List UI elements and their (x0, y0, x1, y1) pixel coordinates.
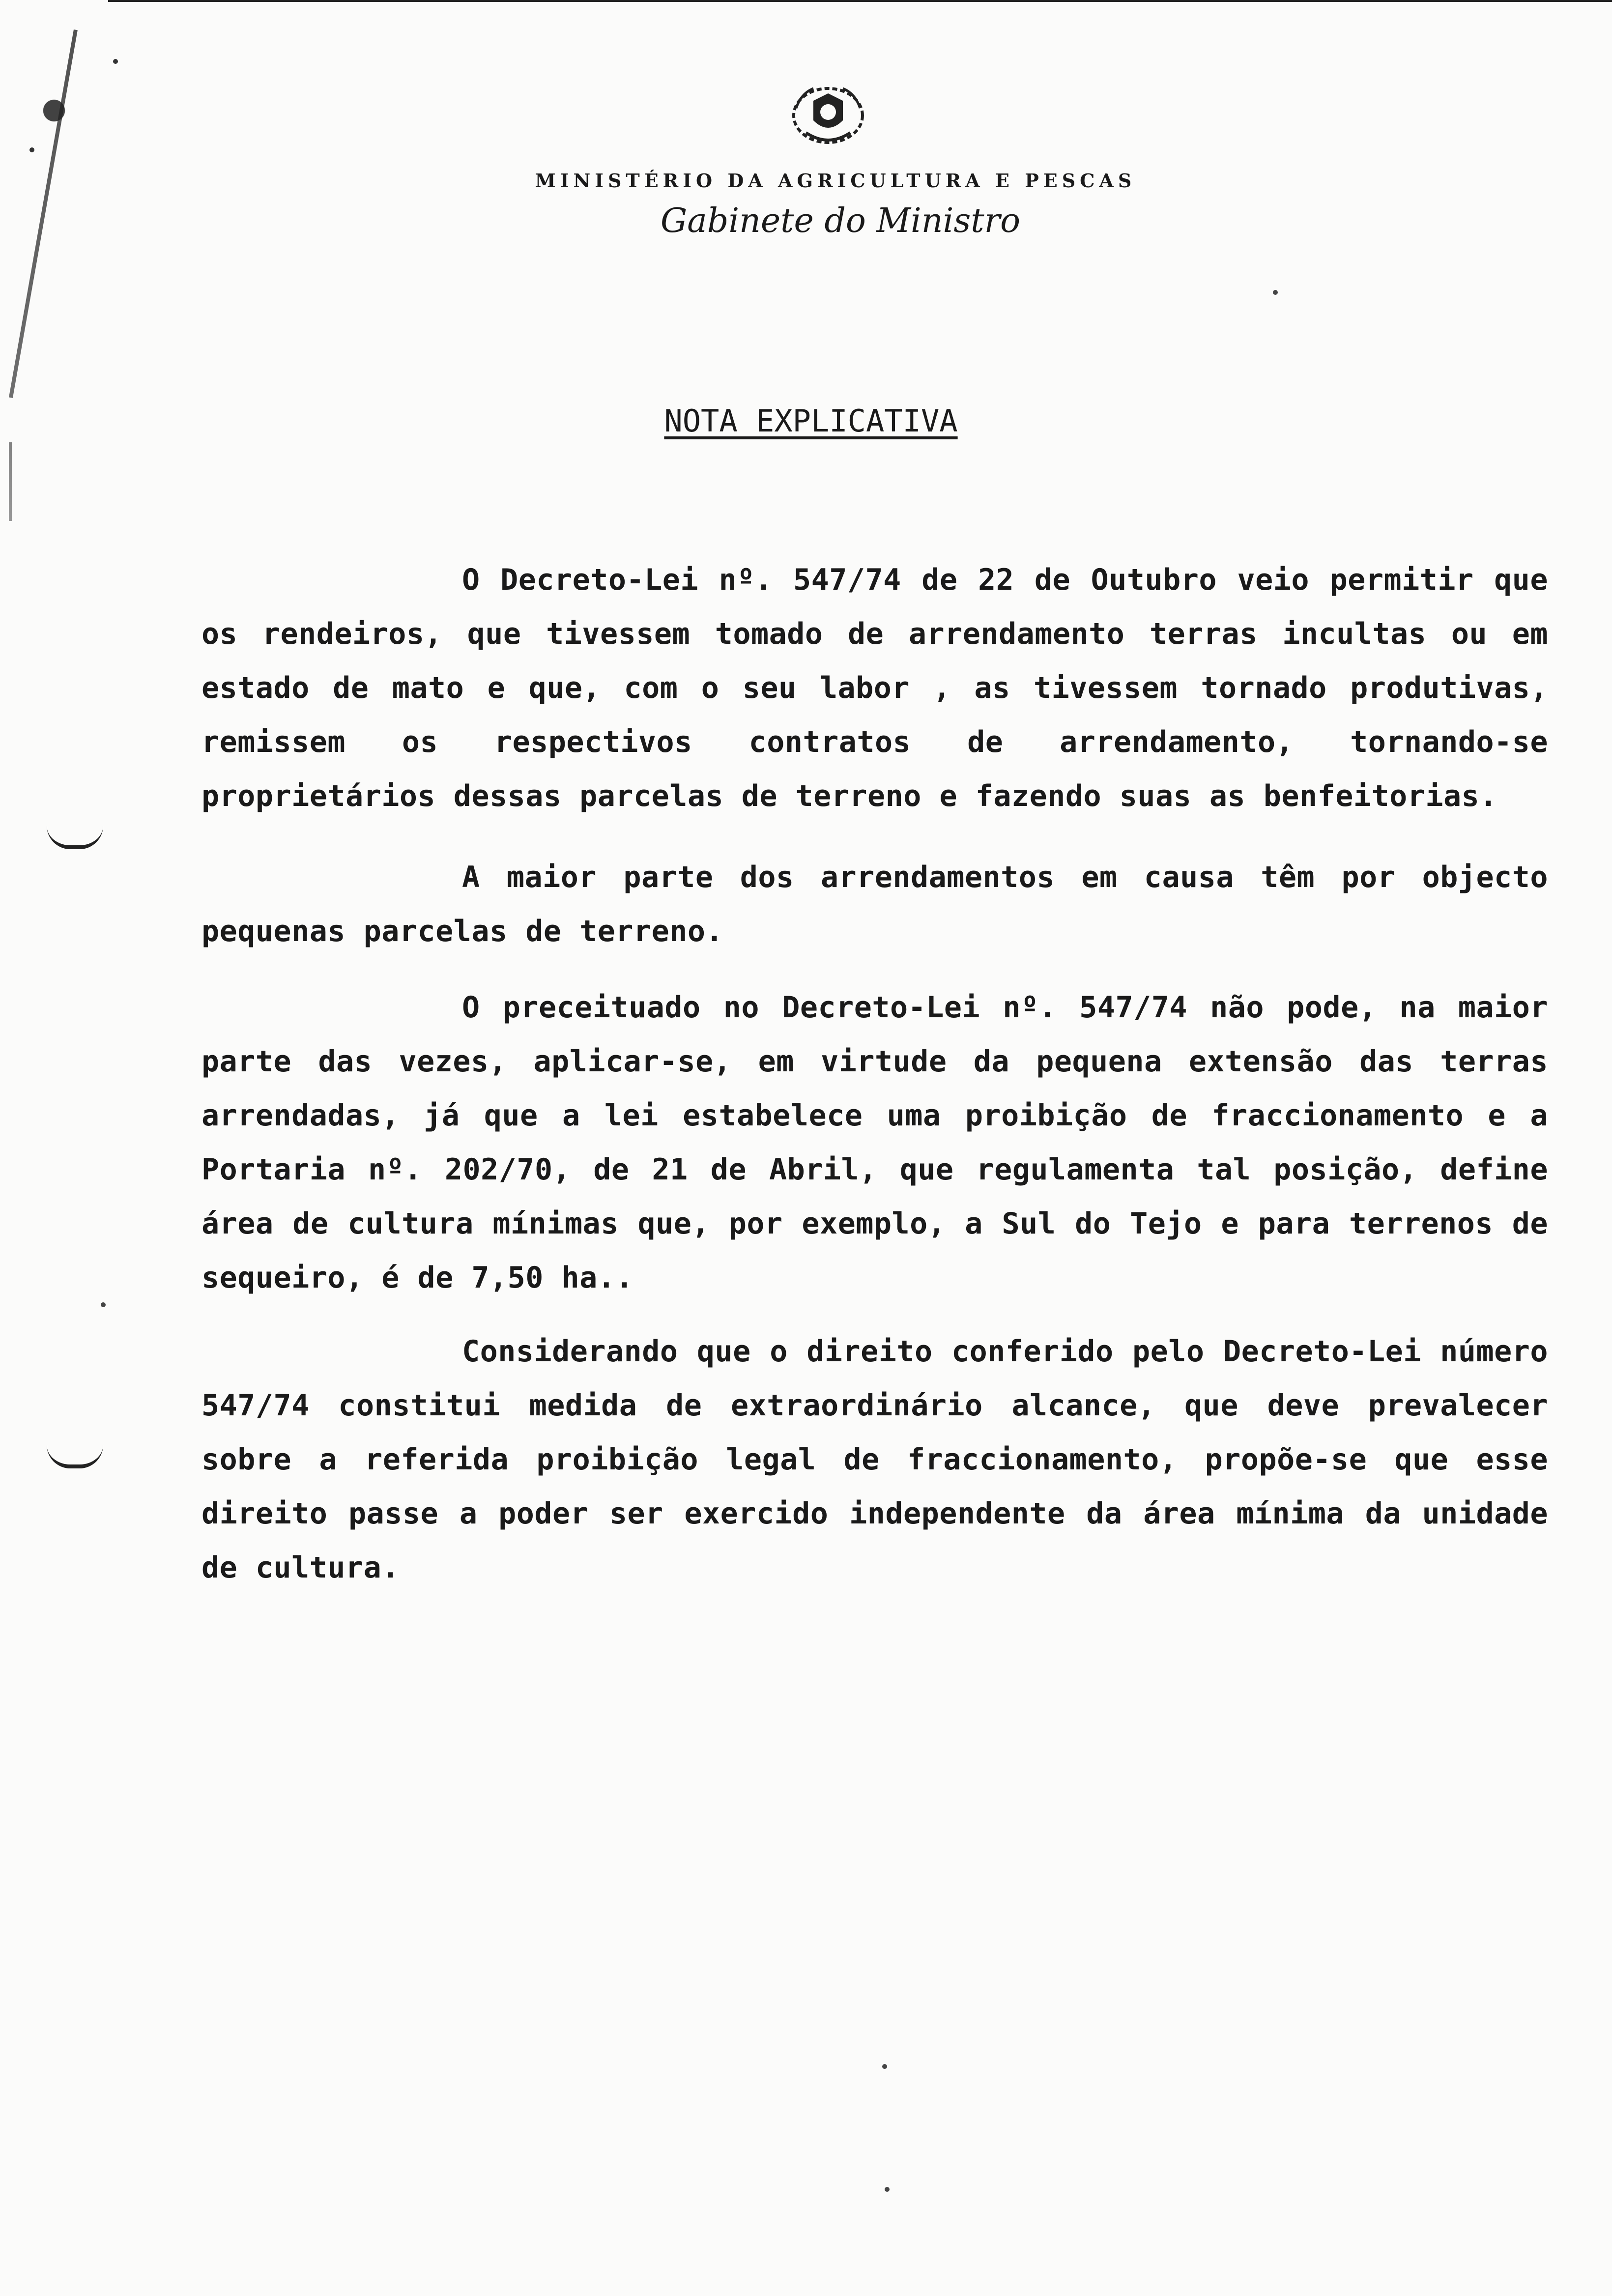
margin-dot (29, 147, 34, 152)
ink-speck (882, 2064, 887, 2069)
margin-ink-blot (39, 88, 69, 133)
coat-of-arms-icon (786, 79, 870, 152)
paragraph-1: O Decreto-Lei nº. 547/74 de 22 de Outubro veio permitir que os rendeiros, que tivessem tomado de arrendamento terras incultas ou em estado de mato e que, com o seu labor , as tivessem tornado produtivas, remissem os respectivos contratos de arrendamento, tornando-se proprietários dessas parcelas de terreno e fazendo suas as benfeitorias. (202, 563, 1548, 813)
margin-ink-line-lower (9, 442, 12, 521)
ink-speck (885, 2187, 890, 2192)
document-title: NOTA EXPLICATIVA (664, 403, 958, 439)
paragraph-4: Considerando que o direito conferido pelo Decreto-Lei número 547/74 constitui medida de extraordinário alcance, que deve prevalecer sobre a referida proibição legal de fraccionamento, propõe-se que esse direito passe a poder ser exercido independente da área mínima da unidade de cultura. (202, 1334, 1548, 1585)
ministry-name: MINISTÉRIO DA AGRICULTURA E PESCAS (535, 170, 1136, 192)
paragraph-3: O preceituado no Decreto-Lei nº. 547/74 não pode, na maior parte das vezes, aplicar-se, em virtude da pequena extensão das terras arrendadas, já que a lei estabelece uma proibição de fraccionamento e a Portaria nº. 202/70, de 21 de Abril, que regulamenta tal posição, define área de cultura mínimas que, por exemplo, a Sul do Tejo e para terrenos de sequeiro, é de 7,50 ha.. (202, 990, 1548, 1295)
margin-ink-line (9, 29, 78, 398)
ink-speck (101, 1302, 106, 1307)
margin-bracket-mark (47, 1445, 103, 1468)
margin-dot (113, 59, 118, 64)
ink-speck (1273, 290, 1278, 295)
top-edge-rule (108, 0, 1612, 2)
cabinet-name: Gabinete do Ministro (660, 201, 1021, 240)
paragraph-2: A maior parte dos arrendamentos em causa têm por objecto pequenas parcelas de terreno. (202, 860, 1548, 948)
margin-bracket-mark (47, 826, 103, 849)
